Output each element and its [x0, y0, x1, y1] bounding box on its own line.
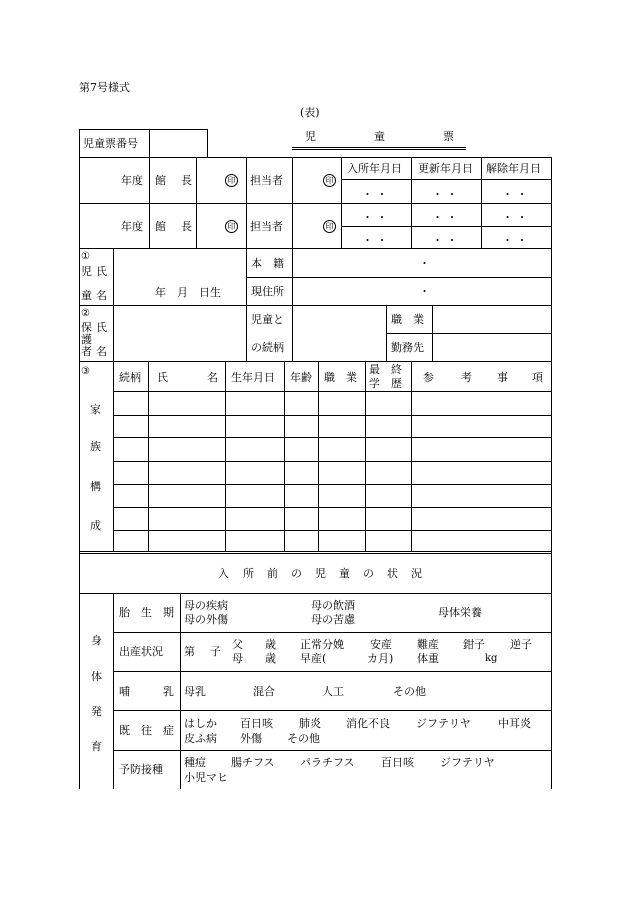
- relation-label: 児童と: [251, 313, 284, 326]
- form-number: 第7号様式: [79, 81, 130, 94]
- medical-history-label: 既 往 症: [119, 724, 174, 737]
- fetal-item: 母の疾病: [184, 599, 228, 612]
- family-header-notes: 項: [532, 371, 543, 384]
- release-date-header: 解除年月日: [486, 162, 541, 175]
- birth-option: 早産(: [300, 652, 327, 665]
- director-label: 館: [155, 174, 166, 187]
- vaccination-option: ジフテリヤ: [440, 756, 495, 769]
- renewal-date-header: 更新年月日: [418, 162, 473, 175]
- father-label: 父: [232, 638, 243, 651]
- pre-admission-title-char: 児: [315, 567, 326, 580]
- field-dot: ・: [419, 257, 430, 270]
- birth-option: 難産: [417, 638, 439, 651]
- vaccination-option: 小児マヒ: [184, 771, 228, 784]
- date-dots: ・ ・: [362, 211, 388, 224]
- child-label-char: 童: [81, 289, 92, 302]
- child-ticket-number-label: 児童票番号: [83, 137, 138, 150]
- family-label-char: 族: [90, 440, 101, 453]
- birth-weight-label: 体重: [417, 652, 439, 665]
- address-label: 現住所: [251, 285, 284, 298]
- family-header-dob: 生年月日: [231, 371, 275, 384]
- form-title-char: 童: [374, 130, 385, 143]
- date-dots: ・ ・: [362, 234, 388, 247]
- child-label-char: 名: [96, 289, 107, 302]
- date-dots: ・ ・: [362, 188, 388, 201]
- feeding-option: その他: [393, 685, 426, 698]
- director-label: 館: [155, 220, 166, 233]
- feeding-option: 混合: [253, 685, 275, 698]
- pre-admission-title-char: 所: [243, 567, 254, 580]
- fetal-item: 母の外傷: [184, 613, 228, 626]
- history-option: ジフテリヤ: [416, 717, 471, 730]
- family-header-notes: 参: [423, 371, 434, 384]
- vaccination-option: 種痘: [184, 756, 206, 769]
- birth-option: カ月): [367, 652, 394, 665]
- person-in-charge-label: 担当者: [250, 174, 283, 187]
- child-label-char: 氏: [96, 265, 107, 278]
- section-number: ③: [81, 366, 90, 377]
- family-header-education: 最 終: [369, 363, 402, 376]
- physical-label-char: 身: [91, 634, 102, 647]
- family-header-notes: 考: [461, 371, 472, 384]
- date-dots: ・ ・: [432, 188, 458, 201]
- pre-admission-title-char: 況: [411, 567, 422, 580]
- birth-option: 安産: [370, 638, 392, 651]
- vaccination-option: パラチフス: [300, 756, 355, 769]
- domicile-label: 本 籍: [251, 257, 284, 270]
- feeding-option: 母乳: [184, 685, 206, 698]
- admission-date-header: 入所年月日: [347, 162, 402, 175]
- fiscal-year-label: 年度: [121, 220, 143, 233]
- date-dots: ・ ・: [432, 234, 458, 247]
- fetal-item: 母の苦慮: [311, 613, 355, 626]
- birth-option: 正常分娩: [300, 638, 344, 651]
- field-dot: ・: [419, 285, 430, 298]
- date-dots: ・ ・: [502, 188, 528, 201]
- history-option: はしか: [184, 717, 217, 730]
- feeding-option: 人工: [322, 685, 344, 698]
- history-option: 百日咳: [240, 717, 273, 730]
- seal-mark: 印: [225, 174, 238, 187]
- age-unit: 歳: [265, 652, 276, 665]
- physical-label-char: 育: [91, 740, 102, 753]
- feeding-label: 乳: [163, 685, 174, 698]
- family-header-age: 年齢: [290, 371, 312, 384]
- family-label-char: 構: [90, 480, 101, 493]
- pre-admission-title-char: の: [363, 567, 374, 580]
- guardian-label-char: 氏: [96, 321, 107, 334]
- history-option: 皮ふ病: [184, 732, 217, 745]
- seal-mark: 印: [225, 220, 238, 233]
- workplace-label: 勤務先: [391, 341, 424, 354]
- birth-status-label: 出産状況: [119, 645, 163, 658]
- vaccination-option: 百日咳: [381, 756, 414, 769]
- family-label-char: 家: [90, 403, 101, 416]
- family-header-education: 学 歴: [369, 377, 402, 390]
- family-header-relation: 続柄: [119, 371, 141, 384]
- pre-admission-title-char: 童: [339, 567, 350, 580]
- section-number: ②: [81, 308, 90, 319]
- guardian-label-char: 名: [96, 345, 107, 358]
- weight-unit: kg: [485, 653, 498, 664]
- fetal-item: 母の飲酒: [311, 599, 355, 612]
- person-in-charge-label: 担当者: [250, 220, 283, 233]
- section-number: ①: [81, 251, 90, 262]
- director-label: 長: [181, 220, 192, 233]
- physical-label-char: 体: [91, 670, 102, 683]
- child-label-char: 児: [81, 265, 92, 278]
- family-label-char: 成: [90, 519, 101, 532]
- relation-label: の続柄: [251, 341, 284, 354]
- family-header-notes: 事: [497, 371, 508, 384]
- pre-admission-title-char: 前: [267, 567, 278, 580]
- physical-label-char: 発: [91, 705, 102, 718]
- pre-admission-title-char: 状: [387, 567, 398, 580]
- director-label: 長: [181, 174, 192, 187]
- history-option: その他: [287, 732, 320, 745]
- family-header-name: 名: [207, 371, 218, 384]
- family-header-job: 職 業: [324, 371, 357, 384]
- birth-order: 第: [184, 645, 195, 658]
- seal-mark: 印: [323, 220, 336, 233]
- family-header-name: 氏: [157, 371, 168, 384]
- history-option: 外傷: [240, 732, 262, 745]
- guardian-label-char: 保: [81, 321, 92, 334]
- birth-option: 鉗子: [463, 638, 485, 651]
- birth-option: 逆子: [510, 638, 532, 651]
- pre-admission-title-char: の: [291, 567, 302, 580]
- history-option: 肺炎: [299, 717, 321, 730]
- fiscal-year-label: 年度: [121, 174, 143, 187]
- birth-order: 子: [210, 645, 221, 658]
- vaccination-label: 予防接種: [119, 763, 163, 776]
- date-dots: ・ ・: [502, 234, 528, 247]
- date-dots: ・ ・: [432, 211, 458, 224]
- fetal-item: 母体栄養: [438, 606, 482, 619]
- birth-date-label: 年 月 日生: [155, 286, 221, 299]
- mother-label: 母: [232, 652, 243, 665]
- occupation-label: 職 業: [391, 313, 424, 326]
- vaccination-option: 腸チフス: [231, 756, 275, 769]
- fetal-period-label: 胎 生 期: [119, 606, 174, 619]
- history-option: 中耳炎: [498, 717, 531, 730]
- feeding-label: 哺: [119, 685, 130, 698]
- pre-admission-title-char: 入: [218, 567, 229, 580]
- guardian-label-char: 護: [81, 333, 92, 346]
- page-side-label: (表): [300, 106, 320, 119]
- seal-mark: 印: [323, 174, 336, 187]
- form-title-char: 票: [443, 130, 454, 143]
- date-dots: ・ ・: [502, 211, 528, 224]
- age-unit: 歳: [265, 638, 276, 651]
- history-option: 消化不良: [346, 717, 390, 730]
- form-title-char: 児: [305, 130, 316, 143]
- guardian-label-char: 者: [81, 345, 92, 358]
